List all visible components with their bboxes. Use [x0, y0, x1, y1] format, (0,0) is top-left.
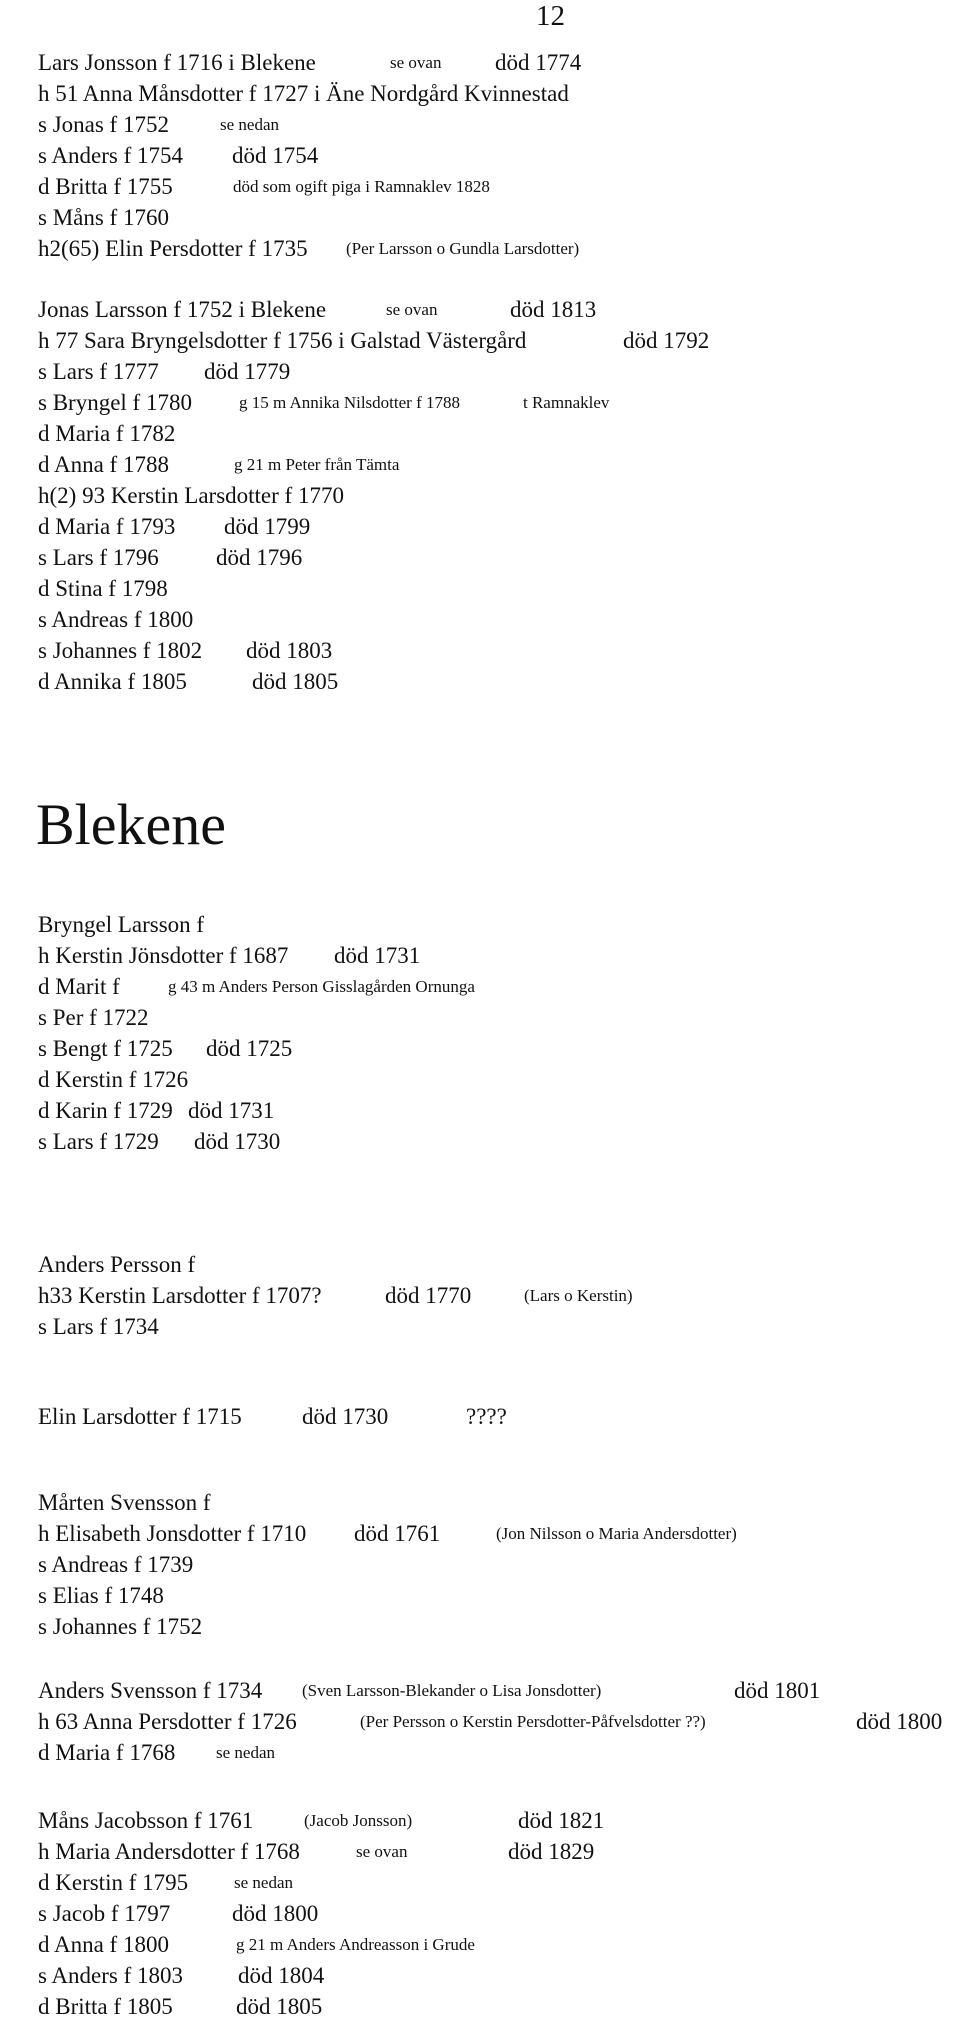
line-text: s Lars f 1734 — [38, 1314, 159, 1339]
line-text: Mårten Svensson f — [38, 1490, 211, 1515]
line-text: h 63 Anna Persdotter f 1726 — [38, 1709, 297, 1734]
line-text: h 77 Sara Bryngelsdotter f 1756 i Galstad Västergård — [38, 328, 527, 353]
line-text: s Bryngel f 1780 — [38, 390, 192, 415]
line-text: h33 Kerstin Larsdotter f 1707? — [38, 1283, 322, 1308]
line-text: s Per f 1722 — [38, 1005, 149, 1030]
death-note: död 1804 — [238, 1963, 325, 1988]
death-note: död 1730 — [194, 1129, 281, 1154]
line-text: d Marit f — [38, 974, 120, 999]
line-text: d Anna f 1800 — [38, 1932, 169, 1957]
line-note: (Jacob Jonsson) — [304, 1811, 413, 1830]
line-note: (Per Larsson o Gundla Larsdotter) — [346, 239, 580, 258]
line-text: h Maria Andersdotter f 1768 — [38, 1839, 300, 1864]
death-note: död 1796 — [216, 545, 303, 570]
line-text: Lars Jonsson f 1716 i Blekene — [38, 50, 316, 75]
line-text: s Andreas f 1739 — [38, 1552, 194, 1577]
line-note: se ovan — [356, 1842, 408, 1861]
death-note: död 1805 — [236, 1994, 323, 2019]
line-text: Måns Jacobsson f 1761 — [38, 1808, 254, 1833]
line-text: s Anders f 1754 — [38, 143, 184, 168]
line-note: se nedan — [234, 1873, 294, 1892]
line-note: se nedan — [216, 1743, 276, 1762]
line-text: s Elias f 1748 — [38, 1583, 164, 1608]
line-text: h2(65) Elin Persdotter f 1735 — [38, 236, 308, 261]
line-text: s Jonas f 1752 — [38, 112, 169, 137]
line-text: s Andreas f 1800 — [38, 607, 194, 632]
line-note: (Sven Larsson-Blekander o Lisa Jonsdotter) — [302, 1681, 602, 1700]
line-note: se ovan — [386, 300, 438, 319]
line-text: h(2) 93 Kerstin Larsdotter f 1770 — [38, 483, 344, 508]
line-text: Elin Larsdotter f 1715 — [38, 1404, 242, 1429]
death-note: död 1754 — [232, 143, 319, 168]
death-note: död 1731 — [334, 943, 421, 968]
page-number: 12 — [536, 0, 565, 32]
death-note: död 1731 — [188, 1098, 275, 1123]
line-text: d Maria f 1782 — [38, 421, 176, 446]
line-note: g 43 m Anders Person Gisslagården Ornunga — [168, 977, 475, 996]
death-note: död 1800 — [856, 1709, 943, 1734]
line-text: h 51 Anna Månsdotter f 1727 i Äne Nordgård Kvinnestad — [38, 81, 569, 106]
line-text: d Britta f 1805 — [38, 1994, 173, 2019]
death-note: död 1813 — [510, 297, 597, 322]
death-note: död 1800 — [232, 1901, 319, 1926]
death-note: död 1725 — [206, 1036, 293, 1061]
death-note: död 1761 — [354, 1521, 441, 1546]
death-note: död 1774 — [495, 50, 582, 75]
line-text: h Elisabeth Jonsdotter f 1710 — [38, 1521, 307, 1546]
line-text: d Britta f 1755 — [38, 174, 173, 199]
line-text: h Kerstin Jönsdotter f 1687 — [38, 943, 289, 968]
line-text: d Kerstin f 1795 — [38, 1870, 189, 1895]
line-text: s Anders f 1803 — [38, 1963, 184, 1988]
line-text: d Maria f 1793 — [38, 514, 176, 539]
line-note: g 21 m Anders Andreasson i Grude — [236, 1935, 475, 1954]
line-text: Anders Svensson f 1734 — [38, 1678, 263, 1703]
line-text: s Johannes f 1752 — [38, 1614, 203, 1639]
line-note: ???? — [466, 1404, 507, 1429]
line-note: (Per Persson o Kerstin Persdotter-Påfvelsdotter ??) — [360, 1712, 706, 1731]
line-text: s Bengt f 1725 — [38, 1036, 173, 1061]
line-text: d Stina f 1798 — [38, 576, 168, 601]
line-note: (Lars o Kerstin) — [524, 1286, 633, 1305]
death-note: död 1821 — [518, 1808, 605, 1833]
line-note: se ovan — [390, 53, 442, 72]
line-text: s Johannes f 1802 — [38, 638, 203, 663]
line-note: t Ramnaklev — [523, 393, 610, 412]
death-note: död 1792 — [623, 328, 710, 353]
line-note: (Jon Nilsson o Maria Andersdotter) — [496, 1524, 737, 1543]
line-text: d Annika f 1805 — [38, 669, 187, 694]
line-text: d Maria f 1768 — [38, 1740, 176, 1765]
line-text: d Karin f 1729 — [38, 1098, 173, 1123]
section-heading: Blekene — [36, 792, 227, 857]
death-note: död 1730 — [302, 1404, 389, 1429]
line-note: död som ogift piga i Ramnaklev 1828 — [233, 177, 490, 196]
line-text: Anders Persson f — [38, 1252, 196, 1277]
death-note: död 1770 — [385, 1283, 472, 1308]
death-note: död 1829 — [508, 1839, 595, 1864]
death-note: död 1779 — [204, 359, 291, 384]
line-text: s Lars f 1796 — [38, 545, 159, 570]
death-note: död 1803 — [246, 638, 333, 663]
line-note: g 15 m Annika Nilsdotter f 1788 — [239, 393, 460, 412]
line-text: s Jacob f 1797 — [38, 1901, 171, 1926]
line-text: s Lars f 1729 — [38, 1129, 159, 1154]
line-text: d Kerstin f 1726 — [38, 1067, 189, 1092]
death-note: död 1799 — [224, 514, 311, 539]
line-text: Bryngel Larsson f — [38, 912, 205, 937]
line-note: se nedan — [220, 115, 280, 134]
death-note: död 1801 — [734, 1678, 821, 1703]
line-text: s Lars f 1777 — [38, 359, 159, 384]
line-text: d Anna f 1788 — [38, 452, 169, 477]
line-text: s Måns f 1760 — [38, 205, 169, 230]
death-note: död 1805 — [252, 669, 339, 694]
line-text: Jonas Larsson f 1752 i Blekene — [38, 297, 327, 322]
line-note: g 21 m Peter från Tämta — [234, 455, 400, 474]
